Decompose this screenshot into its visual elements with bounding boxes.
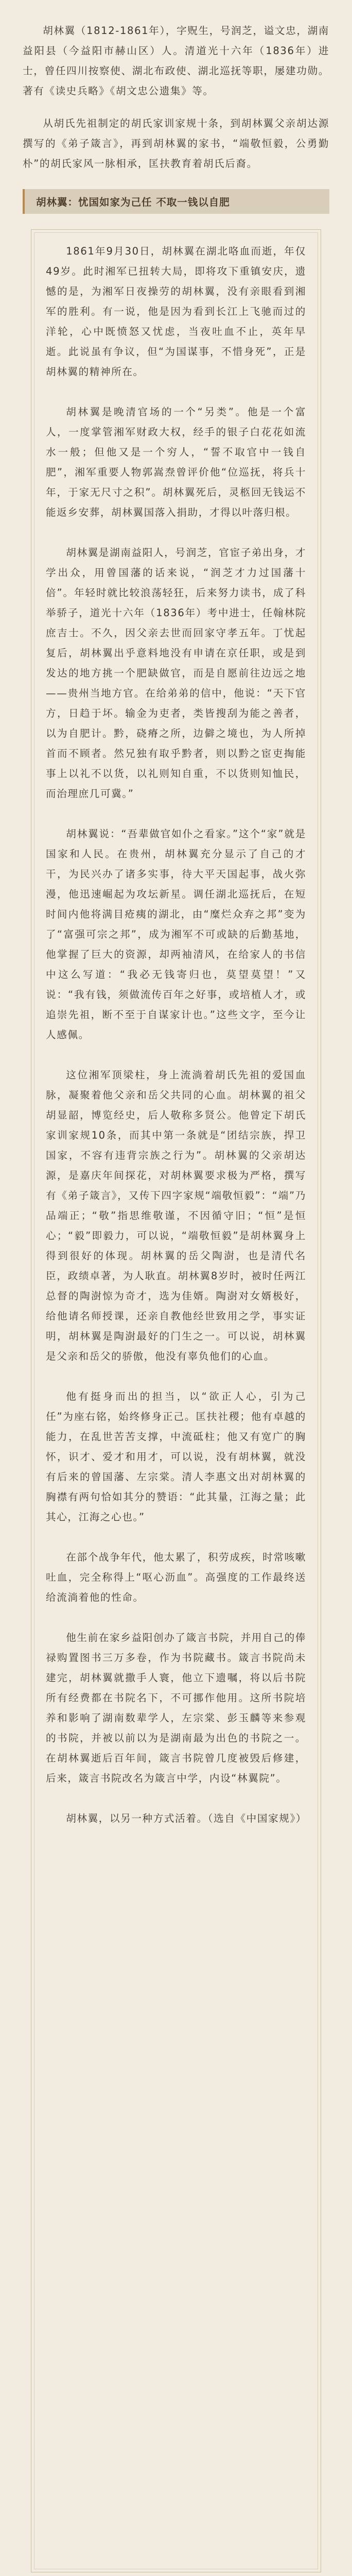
intro-paragraph: 从胡氏先祖制定的胡氏家训家规十条，到胡林翼父亲胡达源撰写的《弟子箴言》，再到胡林翼的家书，“端敬恒毅，公勇勤朴”的胡氏家风一脉相承，匡扶教育着胡氏后裔。 [23, 117, 329, 170]
body-paragraph: 1861年9月30日，胡林翼在湖北咯血而逝，年仅49岁。此时湘军已扭转大局，即将攻下重镇安庆，遗憾的是，为湘军日夜操劳的胡林翼，没有亲眼看到湘军的胜利。有一说，他是因为看到长江上飞驰而过的洋轮，心中既愤怒又忧虑，当夜吐血不止，英年早逝。此说虽有争议，但“为国谋事，不惜身死”，正是胡林翼的精神所在。 [46, 245, 306, 378]
body-paragraph: 他有挺身而出的担当，以“欲正人心，引为己任”为座右铭，始终修身正己。匡扶社稷；他有卓越的能力，在乱世苦苦支撑，中流砥柱；他又有宽广的胸怀，识才、爱才和用才，可以说，没有胡林翼，就没有后来的曾国藩、左宗棠。清人李惠文出对胡林翼的胸襟有两句恰如其分的赞语：“此其量，江海之量；此其心，江海之心也。” [46, 1391, 306, 1523]
section-title-bar [23, 189, 329, 214]
intro [23, 21, 329, 174]
body-paragraph: 这位湘军顶梁柱，身上流淌着胡氏先祖的爱国血脉，凝聚着他父亲和岳父共同的心血。胡林翼的祖父胡显韶，博览经史，后人敬称多贤公。他曾定下胡氏家训家规10条，而其中第一条就是“团结宗族，捍卫国家，不容有违背宗族之行为”。胡林翼的父亲胡达源，是嘉庆年间探花，对胡林翼要求极为严格，撰写有《弟子箴言》，又传下四字家规“端敬恒毅”：“端”乃品端正；“敬”指思维敬谨，不因循守旧；“恒”是恒心；“毅”即毅力，可以说，“端敬恒毅”是胡林翼身上得到很好的体现。胡林翼的岳父陶澍，也是清代名臣，政绩卓著，为人耿直。胡林翼8岁时，被时任两江总督的陶澍惊为奇才，选为佳婿。陶澍对女婿极好，给他请名师授课，还亲自教他经世致用之学，事实证明，胡林翼是陶澍最好的门生之一。可以说，胡林翼是父亲和岳父的骄傲，他没有辜负他们的心血。 [46, 1069, 306, 1362]
intro-paragraph: 胡林翼（1812-1861年），字贶生，号润芝，谥文忠，湖南益阳县（今益阳市赫山区）人。清道光十六年（1836年）进士，曾任四川按察使、湖北布政使、湖北巡抚等职，屡建功勋。著有《读史兵略》《胡文忠公遗集》等。 [23, 25, 329, 97]
body-paragraph: 胡林翼是湖南益阳人，号润芝，官宦子弟出身，才学出众，用曾国藩的话来说，“润芝才力过国藩十倍”。年轻时就比较浪荡轻狂，后来努力读书，成了科举骄子，道光十六年（1836年）考中进士，任翰林院庶吉士。不久，因父亲去世而回家守孝五年。丁忧起复后，胡林翼出乎意料地没有申请在京任职，或是到发达的地方挑一个肥缺做官，而是自愿前往边远之地——贵州当地方官。在给弟弟的信中，他说：“天下官方，日趋于坏。输金为吏者，类皆搜刮为能之善者，以为自肥计。黔，硗瘠之所，边僻之境也，为人所掉首而不顾者。然兄独有取乎黔者，则以黔之宦吏掏能事上以礼不以货，以礼则知自重，不以货则知恤民，而治理庶几可冀。” [46, 547, 306, 800]
body-paragraph: 胡林翼是晚清官场的一个“另类”。他是一个富人，一度掌管湘军财政大权，经手的银子白花花如流水一般；但他又是一个穷人，“誓不取官中一钱自肥”，湘军重要人物郭嵩焘曾评价他“位巡抚，将兵十年，于家无尺寸之积”。胡林翼死后，灵柩回无钱运不能返乡安葬，胡林翼国落入捐助，才得以叶落归根。 [46, 406, 306, 518]
body-paragraph: 在部个战争年代，他太累了，积劳成疾，时常咳嗽吐血，完全称得上“呕心沥血”。高强度的工作最终送给流淌着他的性命。 [46, 1551, 306, 1603]
section-title: 胡林翼：忧国如家为己任 不取一钱以自肥 [36, 196, 230, 208]
body-paragraph: 胡林翼说：“吾辈做官如仆之看家。”这个“家”就是国家和人民。在贵州，胡林翼充分显示了自己的才干，为民兴办了诸多实事，待大平天国起事，战火弥漫，他迅速崛起为攻坛新星。调任湖北巡抚后，在短时间内他将满目疮痍的湖北，由“糜烂众弃之邦”变为了“富强可宗之邦”，成为湘军不可或缺的后勤基地，他掌握了巨大的资源，却两袖清风，在给家人的书信中这么写道：“我必无钱寄归也，莫望莫望！”又说：“我有钱，须做流传百年之好事，或培植人才，或追崇先祖，断不至于自谋家计也。”这些文字，至今让人感佩。 [46, 828, 306, 1041]
article-body [31, 229, 321, 2572]
body-paragraph: 胡林翼，以另一种方式活着。（选自《中国家规》） [66, 1812, 307, 1824]
body-paragraph: 他生前在家乡益阳创办了箴言书院，并用自己的俸禄购置图书三万多卷，作为书院藏书。箴言书院尚未建完，胡林翼就撒手人寰，他立下遗嘱，将以后书院所有经费都在书院名下，不可挪作他用。这所书院培养和影响了湖南数辈学人，左宗棠、彭玉麟等来参观的书院，并被以前以为是湖南最为出色的书院之一。在胡林翼逝后百年间，箴言书院曾几度被毁后修建，后来，箴言书院改名为箴言中学，内设“林翼院”。 [46, 1632, 306, 1784]
